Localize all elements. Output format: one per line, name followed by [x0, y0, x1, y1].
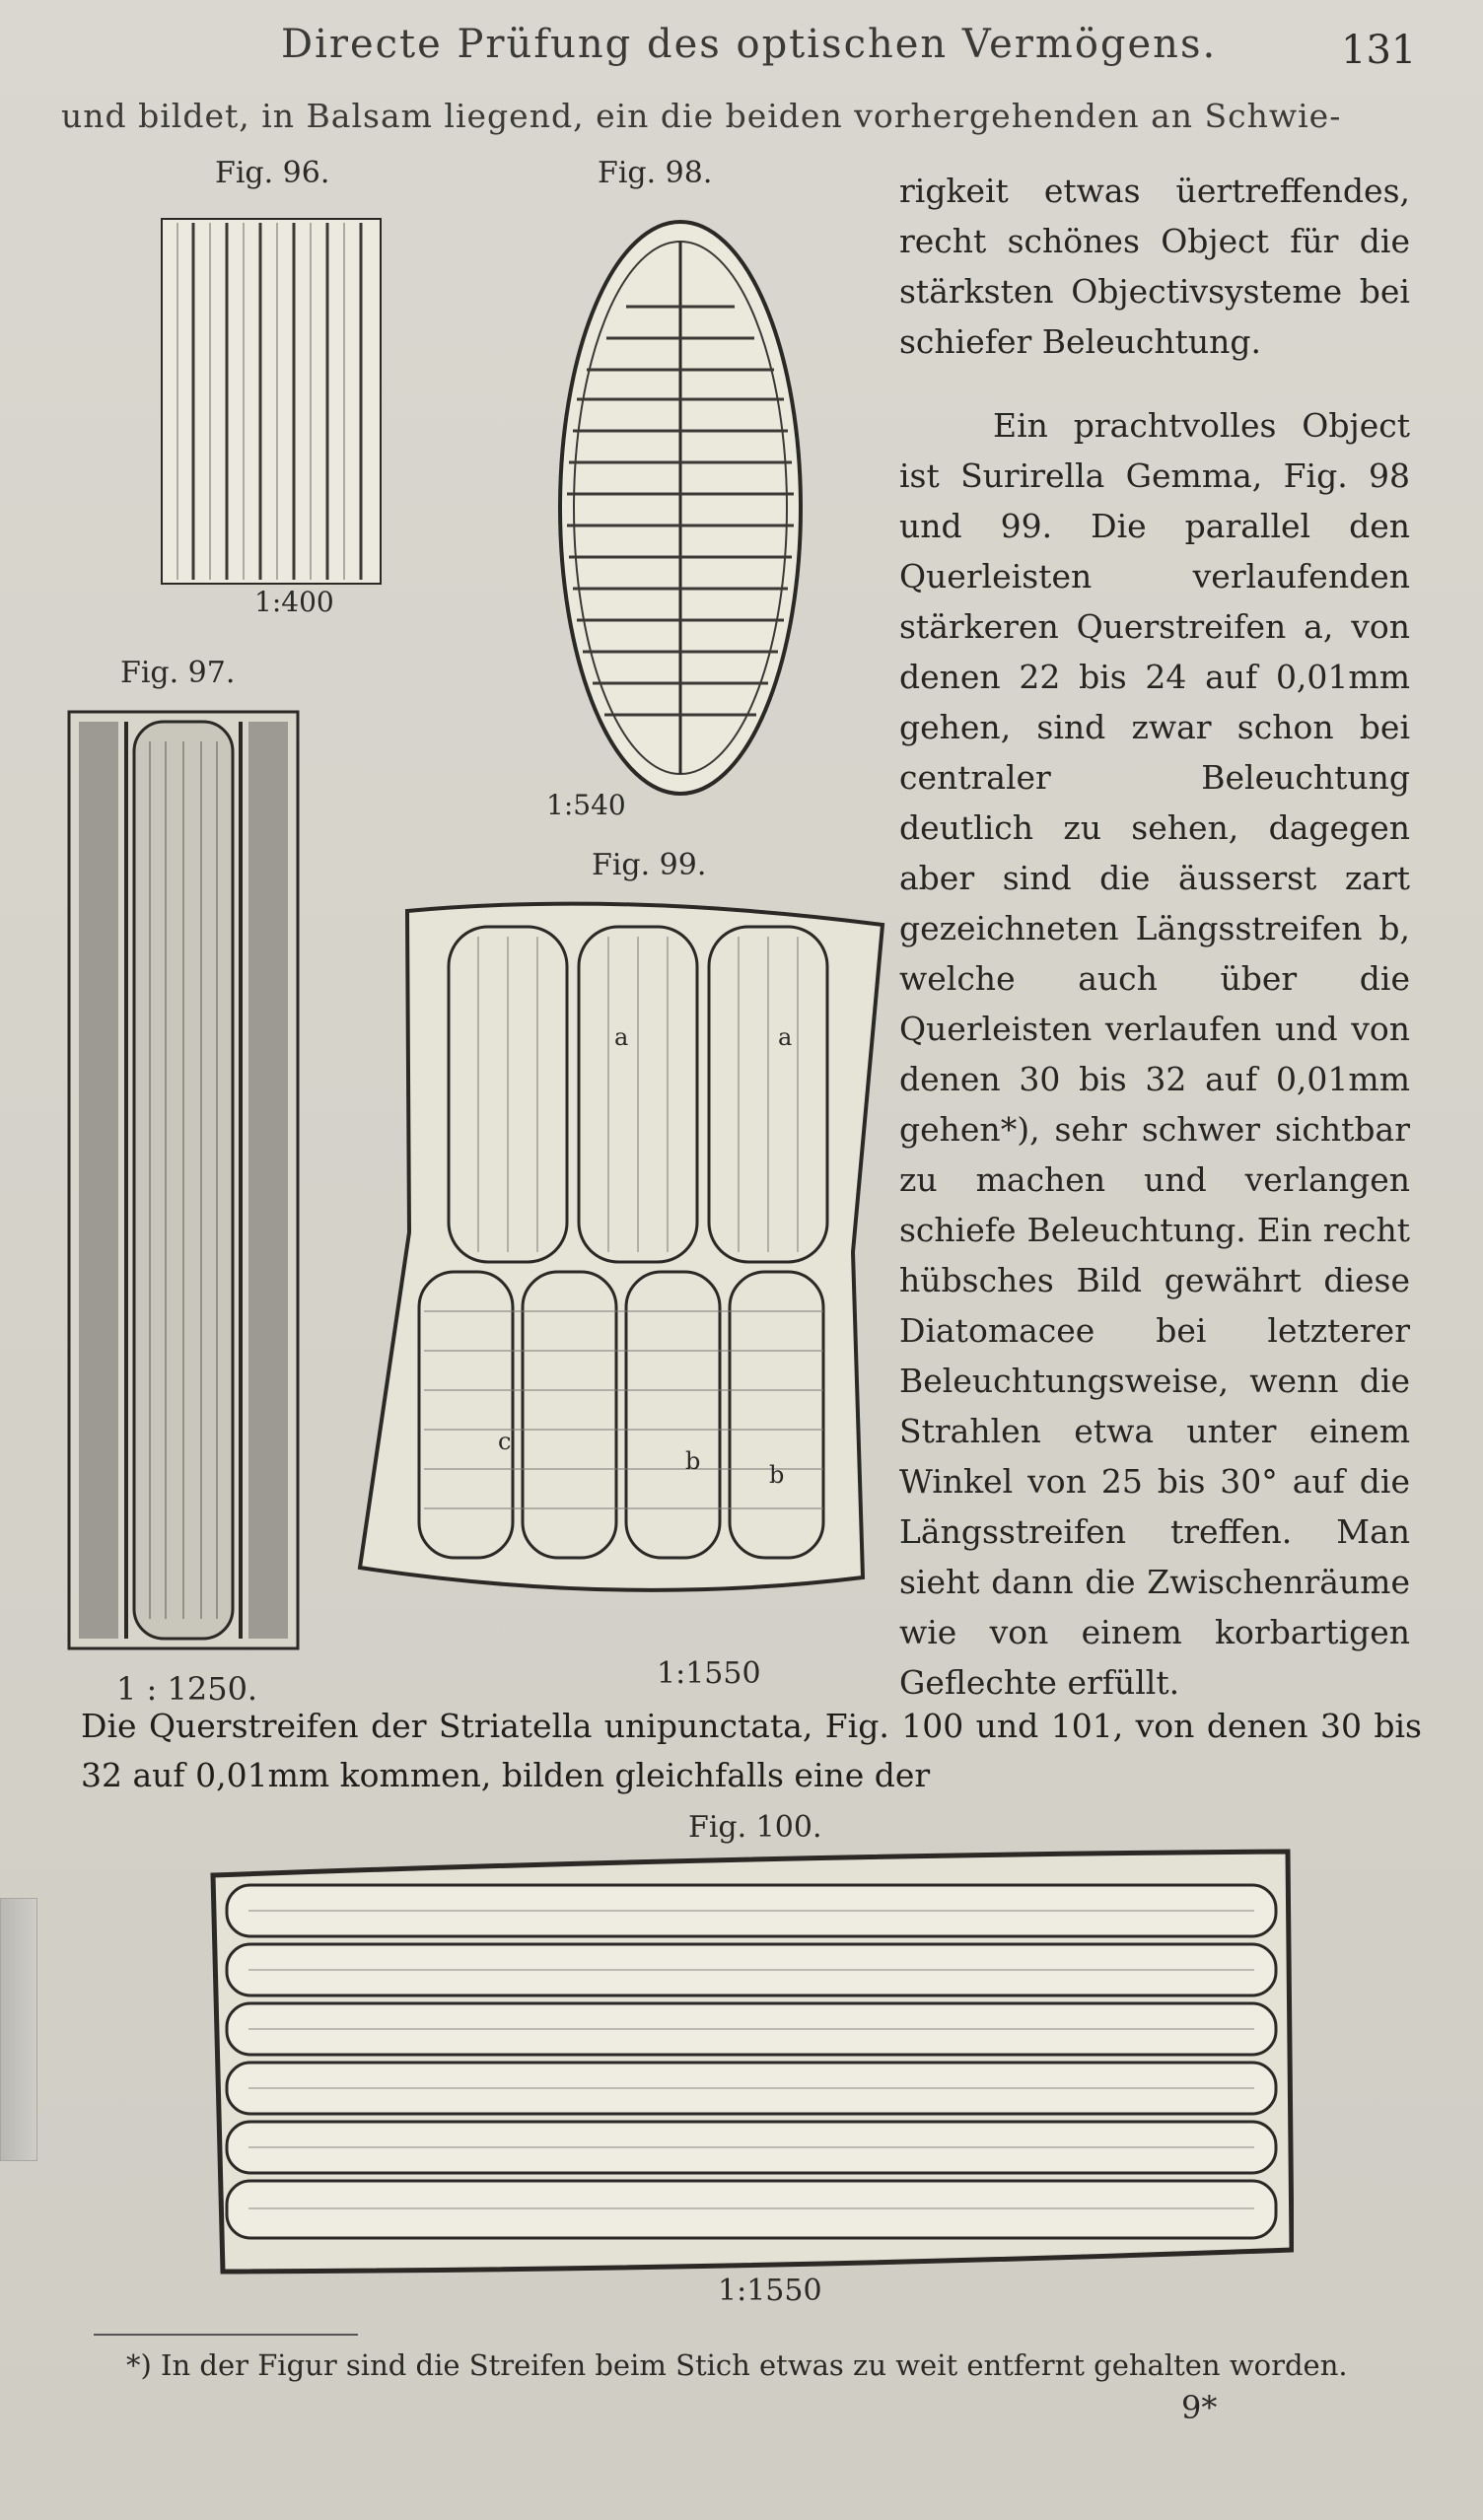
fig99-label-b1: b — [685, 1447, 701, 1475]
fig98-illustration — [547, 212, 813, 804]
right-column-para1: rigkeit etwas üertreffendes, recht schönes Object für die stärksten Objectivsysteme bei schiefer Beleuchtung. — [899, 172, 1410, 361]
fig99-label-a2: a — [778, 1023, 793, 1051]
full-width-paragraph: Die Querstreifen der Striatella unipunctata, Fig. 100 und 101, von denen 30 bis 32 auf 0,01mm kommen, bilden gleichfalls eine der — [81, 1707, 1422, 1794]
fig98-scale: 1:540 — [546, 789, 626, 821]
page-header — [0, 22, 1483, 81]
right-column-text — [899, 166, 1410, 1708]
fig96-caption: Fig. 96. — [215, 156, 330, 190]
footnote: *) In der Figur sind die Streifen beim Stich etwas zu weit entfernt gehalten worden. — [126, 2348, 1348, 2382]
fig99-label-b2: b — [769, 1461, 785, 1489]
opening-line: und bildet, in Balsam liegend, ein die beiden vorhergehenden an Schwie- — [61, 97, 1342, 135]
page-number: 131 — [1341, 28, 1417, 73]
running-title: Directe Prüfung des optischen Vermögens. — [281, 22, 1218, 67]
footnote-rule — [94, 2334, 358, 2336]
right-column-para2: Ein prachtvolles Object ist Surirella Gemma, Fig. 98 und 99. Die parallel den Querleisten verlaufenden stärkeren Querstreifen a, von denen 22 bis 24 auf 0,01mm gehen, sind zwar schon bei centraler Beleuchtung deutlich zu sehen, dagegen aber sind die äusserst zart gezeichneten Längsstreifen b, welche auch über die Querleisten verlaufen und von denen 30 bis 32 auf 0,01mm gehen*), sehr schwer sichtbar zu machen und verlangen schiefe Beleuchtung. Ein recht hübsches Bild gewährt diese Diatomacee bei letzterer Beleuchtungsweise, wenn die Strahlen etwa unter einem Winkel von 25 bis 30° auf die Längsstreifen treffen. Man sieht dann die Zwischenräume wie von einem korbartigen Geflechte erfüllt. — [899, 406, 1410, 1702]
fig99-illustration — [350, 897, 892, 1617]
fig97-scale: 1 : 1250. — [116, 1670, 258, 1708]
fig97-caption: Fig. 97. — [120, 656, 236, 690]
fig99-label-a1: a — [614, 1023, 629, 1051]
fig96-illustration — [158, 209, 387, 592]
fig100-illustration — [209, 1846, 1294, 2279]
fig99-label-c: c — [498, 1428, 512, 1455]
fig96-scale: 1:400 — [254, 586, 334, 618]
fig99-scale: 1:1550 — [657, 1656, 761, 1691]
page-edge-tab — [0, 1898, 37, 2161]
signature-mark: 9* — [1181, 2389, 1218, 2426]
fig97-illustration — [65, 702, 304, 1658]
fig98-caption: Fig. 98. — [598, 156, 713, 190]
fig100-caption: Fig. 100. — [688, 1810, 822, 1845]
fig100-scale: 1:1550 — [718, 2274, 822, 2308]
fig99-caption: Fig. 99. — [592, 848, 707, 882]
